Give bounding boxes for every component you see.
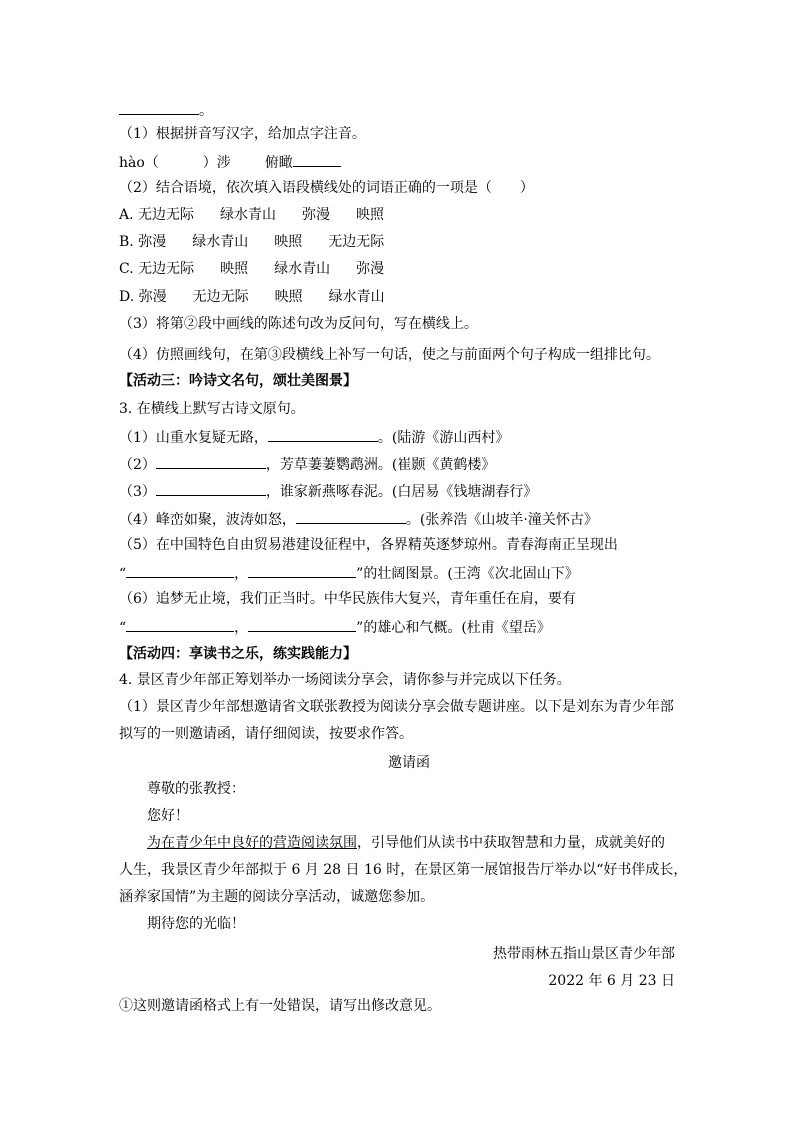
fill-blank — [248, 563, 356, 578]
fill-blank — [119, 100, 199, 115]
fill-blank — [268, 427, 378, 442]
invitation-body-2: 人生，我景区青少年部拟于 6 月 28 日 16 时，在景区第一展馆报告厅举办以“好书伴成长， — [119, 862, 688, 878]
underlined-sentence: 为在青少年中良好的营造阅读氛围 — [147, 835, 357, 851]
activity-4-heading: 【活动四：享读书之乐，练实践能力】 — [119, 646, 357, 662]
fill-blank — [126, 563, 234, 578]
fill-blank — [296, 509, 406, 524]
invitation-greeting: 尊敬的张教授： — [147, 781, 245, 797]
activity-3-heading: 【活动三：吟诗文名句，颂壮美图景】 — [119, 373, 357, 389]
question-1: （1）根据拼音写汉字，给加点字注音。 — [119, 126, 366, 142]
poem-5: （5）在中国特色自由贸易港建设征程中，各界精英逐梦琼州。青春海南正呈现出 — [119, 537, 618, 553]
invitation-title: 邀请函 — [388, 755, 430, 771]
poem-1: （1）山重水复疑无路， 。(陆游《游山西村》 — [119, 427, 509, 447]
fill-blank — [156, 481, 266, 496]
question-3: （3）将第②段中画线的陈述句改为反问句，写在横线上。 — [119, 316, 478, 332]
invitation-closing: 期待您的光临！ — [147, 916, 245, 932]
option-a: A. 无边无际 绿水青山 弥漫 映照 — [119, 207, 385, 223]
section-3-title: 3. 在横线上默写古诗文原句。 — [119, 401, 305, 417]
question-4: （4）仿照画线句，在第③段横线上补写一句话，使之与前面两个句子构成一组排比句。 — [119, 347, 660, 363]
poem-4: （4）峰峦如聚，波涛如怒， 。(张养浩《山坡羊·潼关怀古》 — [119, 509, 598, 529]
answer-line-top: 。 — [119, 100, 213, 120]
invitation-body-1: 为在青少年中良好的营造阅读氛围，引导他们从读书中获取智慧和力量，成就美好的 — [147, 835, 665, 851]
fill-blank — [248, 617, 356, 632]
poem-3: （3） ，谁家新燕啄春泥。(白居易《钱塘湖春行》 — [119, 481, 537, 501]
fill-blank — [293, 152, 341, 167]
invitation-signature: 热带雨林五指山景区青少年部 — [493, 946, 675, 962]
pinyin-row: hào（ ）涉 俯瞰 — [119, 152, 341, 172]
fill-blank — [126, 617, 234, 632]
poem-5-blanks: “ ， ”的壮阔图景。(王湾《次北固山下》 — [119, 563, 579, 583]
option-d: D. 弥漫 无边无际 映照 绿水青山 — [119, 289, 385, 305]
invitation-body-3: 涵养家国情”为主题的阅读分享活动，诚邀您参加。 — [119, 889, 435, 905]
task-1-line1: （1）景区青少年部想邀请省文联张教授为阅读分享会做专题讲座。以下是刘东为青少年部 — [119, 699, 674, 715]
question-2: （2）结合语境，依次填入语段横线处的词语正确的一项是（ ） — [119, 180, 534, 196]
option-b: B. 弥漫 绿水青山 映照 无边无际 — [119, 234, 385, 250]
invitation-date: 2022 年 6 月 23 日 — [548, 973, 675, 989]
option-c: C. 无边无际 映照 绿水青山 弥漫 — [119, 261, 385, 277]
poem-6-blanks: “ ， ”的雄心和气概。(杜甫《望岳》 — [119, 617, 551, 637]
section-4-title: 4. 景区青少年部正筹划举办一场阅读分享会，请你参与并完成以下任务。 — [119, 672, 571, 688]
format-question: ①这则邀请函格式上有一处错误，请写出修改意见。 — [119, 998, 441, 1014]
invitation-hello: 您好！ — [147, 808, 189, 824]
task-1-line2: 拟写的一则邀请函，请仔细阅读，按要求作答。 — [119, 726, 413, 742]
poem-2: （2） ，芳草萋萋鹦鹉洲。(崔颢《黄鹤楼》 — [119, 454, 495, 474]
poem-6: （6）追梦无止境，我们正当时。中华民族伟大复兴，青年重任在肩，要有 — [119, 591, 576, 607]
fill-blank — [156, 454, 266, 469]
